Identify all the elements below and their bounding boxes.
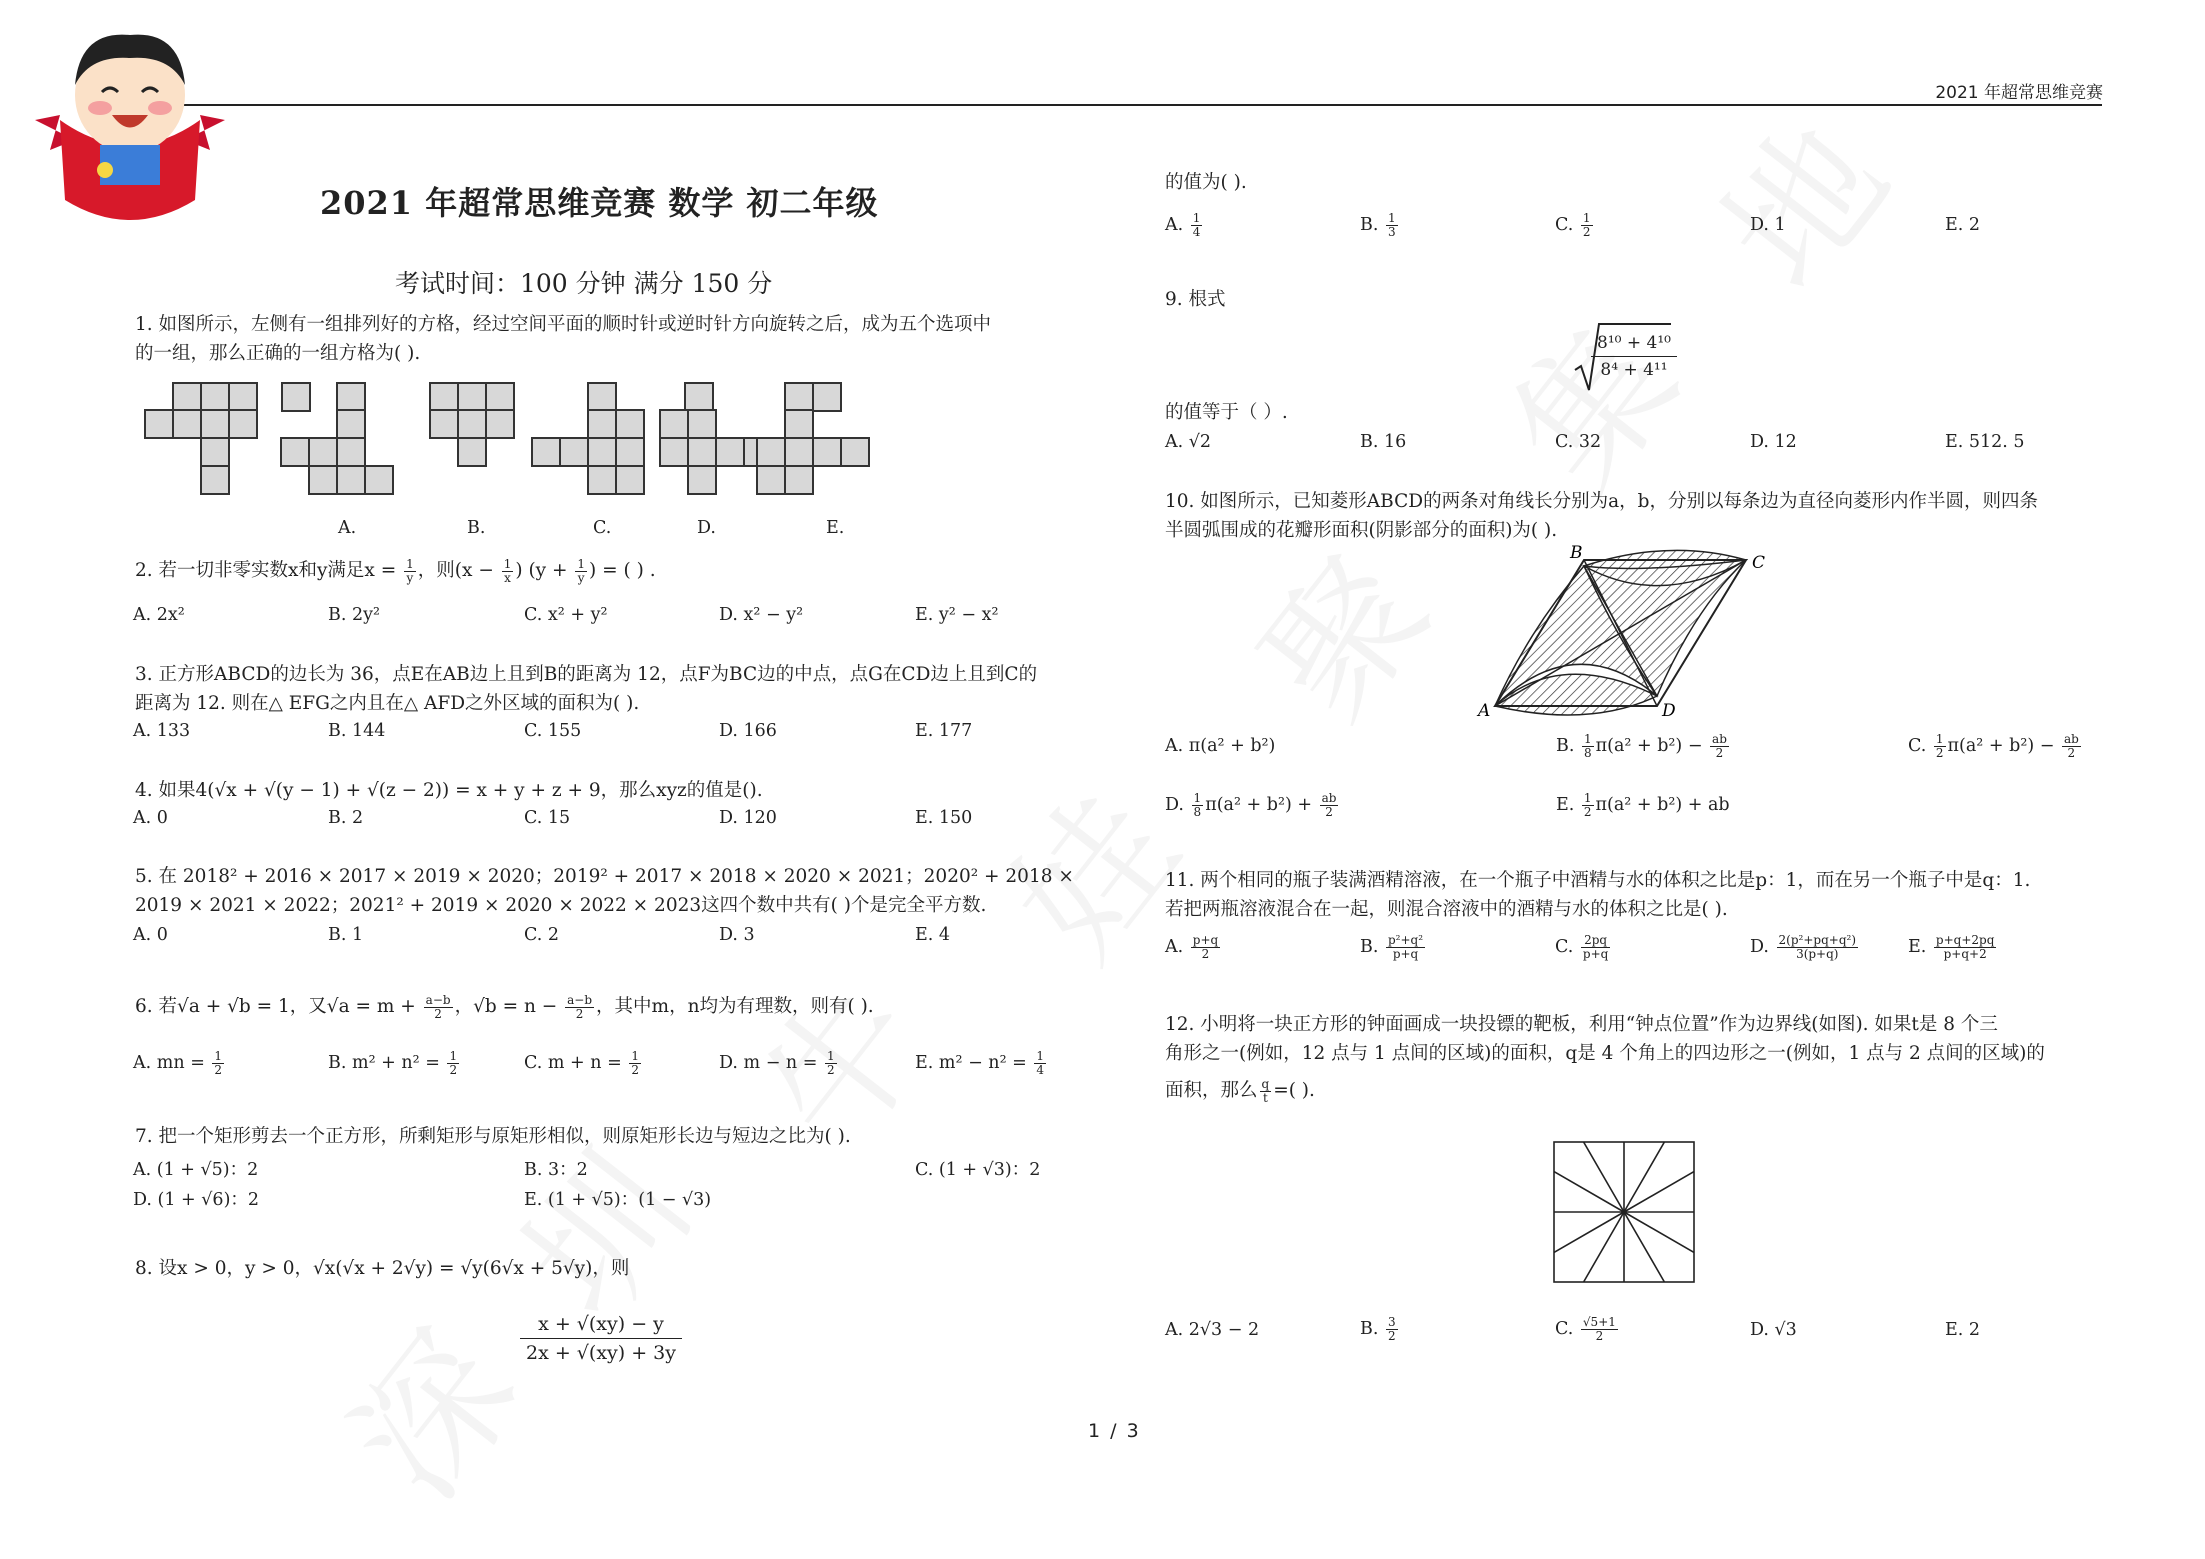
option-d[interactable]: D. 120 (719, 808, 777, 828)
question-text: 1. 如图所示，左侧有一组排列好的方格，经过空间平面的顺时针或逆时针方向旋转之后，成为五个选项中 (135, 314, 992, 335)
question-8-cont: 的值为( ). (1165, 172, 1247, 193)
question-9-cont: 的值等于（ ）. (1165, 402, 1288, 423)
question-4: 4. 如果4(√x + √(y − 1) + √(z − 2)) = x + y + z + 9，那么xyz的值是(). (135, 780, 763, 801)
q8-expression: x + √(xy) − y 2x + √(xy) + 3y (520, 1310, 682, 1367)
point-label: A (1478, 701, 1491, 721)
q1-label: A. (338, 518, 357, 538)
option-a[interactable]: A. mn = $\frac{1}{2}$ (133, 1049, 223, 1077)
question-text: 11. 两个相同的瓶子装满酒精溶液，在一个瓶子中酒精与水的体积之比是p：1，而在另一个瓶子中是q：1. (1165, 870, 2031, 891)
option-d[interactable]: D. 1 (1750, 215, 1786, 235)
fraction: $\frac{a-b}{2}$ (425, 992, 451, 1021)
question-text: 5. 在 2018² + 2016 × 2017 × 2019 × 2020；2019² + 2017 × 2018 × 2020 × 2021；2020² + 2018 × (135, 866, 1074, 887)
watermark-char (1664, 72, 1927, 323)
option-a[interactable]: A. $\frac{p+q}{2}$ (1165, 933, 1219, 961)
option-e[interactable]: E. 4 (915, 925, 951, 945)
option-e[interactable]: E. 177 (915, 721, 973, 741)
option-a[interactable]: A. 2x² (133, 605, 185, 625)
question-text: 2. 若一切非零实数x和y满足x = (135, 560, 403, 581)
exam-info: 考试时间：100 分钟 满分 150 分 (395, 269, 773, 298)
question-1 (135, 310, 991, 368)
option-c[interactable]: C. $\frac{2pq}{p+q}$ (1555, 933, 1609, 961)
option-d[interactable]: D. x² − y² (719, 605, 804, 625)
header-rule (180, 104, 2102, 106)
option-e[interactable]: E. 2 (1945, 215, 1981, 235)
option-b[interactable]: B. 3：2 (524, 1160, 588, 1180)
question-text: 3. 正方形ABCD的边长为 36，点E在AB边上且到B的距离为 12，点F为BC边的中点，点G在CD边上且到C的 (135, 664, 1038, 685)
option-d[interactable]: D. 12 (1750, 432, 1797, 452)
page-number: 1 / 3 (1088, 1420, 1141, 1442)
watermark-char (294, 1282, 557, 1533)
option-a[interactable]: A. 2√3 − 2 (1165, 1320, 1260, 1340)
option-d[interactable]: D. 166 (719, 721, 777, 741)
option-a[interactable]: A. 0 (133, 808, 168, 828)
option-c[interactable]: C. x² + y² (524, 605, 608, 625)
option-c[interactable]: C. $\frac{√5+1}{2}$ (1555, 1315, 1616, 1343)
option-d[interactable]: D. $\frac{\text{2(p²+pq+q²)}}{3(p+q)}$ (1750, 933, 1857, 961)
point-label: D (1662, 701, 1676, 721)
question-text: 半圆弧围成的花瓣形面积(阴影部分的面积)为( ). (1165, 520, 1558, 541)
header-title: 2021 年超常思维竞赛 (1935, 83, 2103, 103)
q1-label: E. (826, 518, 845, 538)
question-2: 2. 若一切非零实数x和y满足x = $\frac{1}{y}$ ，则(x − $\frac{1}{x}$ ) (y + $\frac{1}{y}$ ) = ( ) . (135, 556, 656, 585)
question-7: 7. 把一个矩形剪去一个正方形，所剩矩形与原矩形相似，则原矩形长边与短边之比为( ). (135, 1126, 851, 1147)
fraction: $\frac{1}{y}$ (406, 556, 414, 585)
option-c[interactable]: C. 2 (524, 925, 560, 945)
option-d[interactable]: D. √3 (1750, 1320, 1797, 1340)
option-c[interactable]: C. 15 (524, 808, 571, 828)
option-a[interactable]: A. 0 (133, 925, 168, 945)
option-c[interactable]: C. 155 (524, 721, 582, 741)
option-e[interactable]: E. (1 + √5)：(1 − √3) (524, 1190, 712, 1210)
option-b[interactable]: B. 16 (1360, 432, 1407, 452)
question-text: 12. 小明将一块正方形的钟面画成一块投镖的靶板，利用“钟点位置”作为边界线(如图). 如果t是 8 个三 (1165, 1014, 1998, 1035)
question-11 (1165, 866, 2030, 924)
question-text: 若把两瓶溶液混合在一起，则混合溶液中的酒精与水的体积之比是( ). (1165, 899, 1728, 920)
option-e[interactable]: E. y² − x² (915, 605, 999, 625)
q1-figure (145, 383, 905, 495)
option-b[interactable]: B. $\frac{3}{2}$ (1360, 1315, 1396, 1343)
question-12: 12. 小明将一块正方形的钟面画成一块投镖的靶板，利用“钟点位置”作为边界线(如图). 如果t是 8 个三 角形之一(例如，12 点与 1 点间的区域)的面积，q是 4 个角上的四边形之一(例如，1 点与 2 点间的区域)的 面积，那么 $\frac{q}{t}$ =( ). (1165, 1010, 2045, 1105)
option-b[interactable]: B. 2y² (328, 605, 381, 625)
option-e[interactable]: E. 2 (1945, 1320, 1981, 1340)
question-10 (1165, 487, 2038, 545)
option-a[interactable]: A. √2 (1165, 432, 1212, 452)
option-d[interactable]: D. (1 + √6)：2 (133, 1190, 260, 1210)
clock-target-figure (1552, 1140, 1696, 1284)
question-text: 距离为 12. 则在△ EFG之内且在△ AFD之外区域的面积为( ). (135, 693, 640, 714)
q9-expression: 8¹⁰ + 4¹⁰ 8⁴ + 4¹¹ (1591, 330, 1677, 383)
option-b[interactable]: B. 1 (328, 925, 364, 945)
q1-label: C. (593, 518, 612, 538)
option-e[interactable]: E. $\frac{p+q+2pq}{p+q+2}$ (1908, 933, 1995, 961)
option-d[interactable]: D. 3 (719, 925, 755, 945)
watermark-char (1454, 272, 1717, 523)
option-b[interactable]: B. $\frac{1}{8}$ π(a² + b²) − $\frac{ab}{2}$ (1556, 732, 1727, 760)
question-text: 的一组，那么正确的一组方格为( ). (135, 343, 421, 364)
option-e[interactable]: E. m² − n² = $\frac{1}{4}$ (915, 1049, 1045, 1077)
option-a[interactable]: A. (1 + √5)：2 (133, 1160, 259, 1180)
option-c[interactable]: C. m + n = $\frac{1}{2}$ (524, 1049, 639, 1077)
question-text: 角形之一(例如，12 点与 1 点间的区域)的面积，q是 4 个角上的四边形之一(例如，1 点与 2 点间的区域)的 (1165, 1043, 2045, 1064)
question-6: 6. 若√a + √b = 1，又√a = m + $\frac{a-b}{2}$ ，√b = n − $\frac{a-b}{2}$ ，其中m，n均为有理数，则有( ). (135, 992, 874, 1021)
option-e[interactable]: E. 512. 5 (1945, 432, 2025, 452)
option-c[interactable]: C. $\frac{1}{2}$ π(a² + b²) − $\frac{ab}{2}$ (1908, 732, 2079, 760)
option-b[interactable]: B. 144 (328, 721, 386, 741)
option-c[interactable]: C. (1 + √3)：2 (915, 1160, 1041, 1180)
question-text: 2019 × 2021 × 2022；2021² + 2019 × 2020 × 2022 × 2023这四个数中共有( )个是完全平方数. (135, 895, 987, 916)
option-a[interactable]: A. $\frac{1}{4}$ (1165, 211, 1201, 239)
option-b[interactable]: B. m² + n² = $\frac{1}{2}$ (328, 1049, 458, 1077)
option-b[interactable]: B. $\frac{1}{3}$ (1360, 211, 1396, 239)
mascot-logo (30, 20, 230, 225)
option-b[interactable]: B. $\frac{\text{p²+q²}}{p+q}$ (1360, 933, 1424, 961)
option-c[interactable]: C. 32 (1555, 432, 1602, 452)
q1-label: D. (697, 518, 716, 538)
option-a[interactable]: A. 133 (133, 721, 191, 741)
option-c[interactable]: C. $\frac{1}{2}$ (1555, 211, 1591, 239)
option-e[interactable]: E. $\frac{1}{2}$ π(a² + b²) + ab (1556, 791, 1730, 819)
option-d[interactable]: D. $\frac{1}{8}$ π(a² + b²) + $\frac{ab}{2}$ (1165, 791, 1337, 819)
rhombus-figure (1470, 543, 1770, 721)
point-label: C (1752, 553, 1766, 573)
option-b[interactable]: B. 2 (328, 808, 364, 828)
point-label: B (1570, 543, 1583, 563)
question-8: 8. 设x > 0，y > 0，√x(√x + 2√y) = √y(6√x + 5√y)，则 (135, 1258, 630, 1279)
option-e[interactable]: E. 150 (915, 808, 973, 828)
option-d[interactable]: D. m − n = $\frac{1}{2}$ (719, 1049, 835, 1077)
question-9: 9. 根式 (1165, 289, 1226, 310)
question-5 (135, 862, 1074, 920)
option-a[interactable]: A. π(a² + b²) (1165, 736, 1276, 756)
page-title: 2021 年超常思维竞赛 数学 初二年级 (320, 184, 879, 222)
question-3 (135, 660, 1037, 718)
question-text: 10. 如图所示，已知菱形ABCD的两条对角线长分别为a，b，分别以每条边为直径向菱形内作半圆，则四条 (1165, 491, 2038, 512)
q1-label: B. (467, 518, 486, 538)
